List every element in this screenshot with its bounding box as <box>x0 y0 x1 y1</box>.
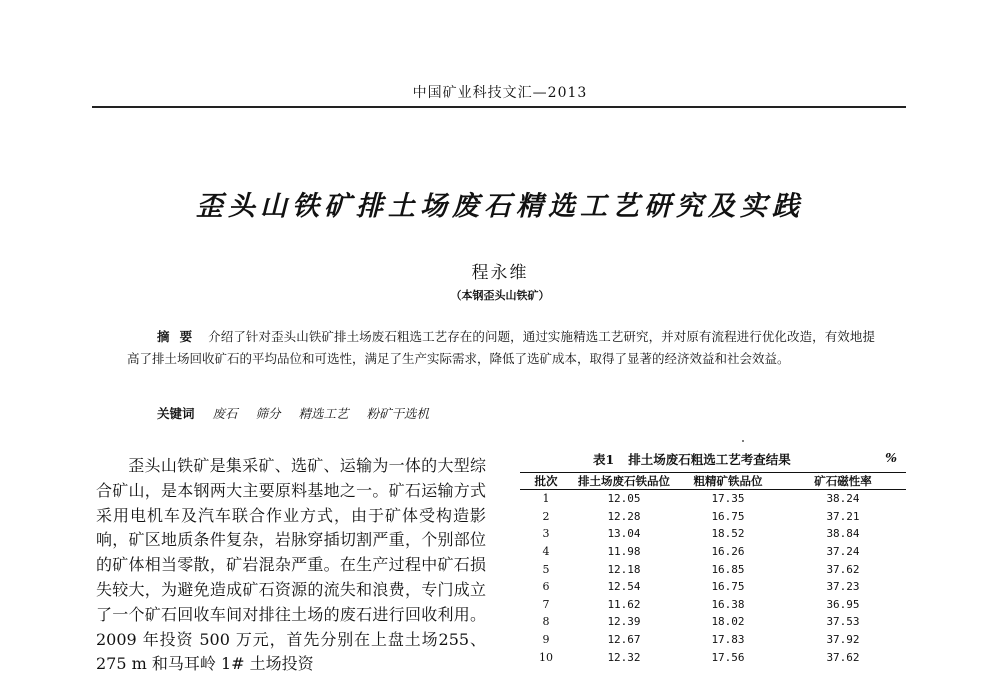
table-cell: 12.05 <box>607 492 641 506</box>
column-header: 批次 <box>534 474 558 488</box>
table-cell: 12.32 <box>607 650 641 664</box>
body-paragraph: 歪头山铁矿是集采矿、选矿、运输为一体的大型综合矿山，是本钢两大主要原料基地之一。矿石运输方式采用电机车及汽车联合作业方式，由于矿体受构造影响，矿区地质条件复杂，岩脉穿插切割严重，个别部位的矿体相当零散，矿岩混杂严重。在生产过程中矿石损失较大，为避免造成矿石资源的流失和浪费，专门成立了一个矿石回收车间对排往土场的废石进行回收利用。2009 年投资 500 万元，首先分别在上盘土场255、275 m 和马耳岭 1# 土场投资 <box>96 456 486 674</box>
table-cell: 16.38 <box>711 597 745 611</box>
table-cell: 10 <box>539 650 553 664</box>
table-title: 排土场废石粗选工艺考查结果 <box>628 452 791 467</box>
running-header: 中国矿业科技文汇—2013 <box>412 85 588 101</box>
abstract <box>127 326 875 370</box>
table-row <box>520 525 906 543</box>
table-row <box>520 648 906 666</box>
column-header: 矿石磁性率 <box>814 474 872 488</box>
table-cell: 36.95 <box>826 597 860 611</box>
table-row <box>520 543 906 561</box>
table-cell: 38.24 <box>826 492 860 506</box>
table-cell: 12.28 <box>607 509 641 523</box>
table-cell: 6 <box>542 580 550 594</box>
keyword: 粉矿干选机 <box>366 406 430 421</box>
table-body <box>520 490 906 666</box>
keyword: 精选工艺 <box>298 406 349 421</box>
table-cell: 12.18 <box>607 562 641 576</box>
table-cell: 11.62 <box>607 597 641 611</box>
table-cell: 12.39 <box>607 615 641 629</box>
column-header: 排土场废石铁品位 <box>578 474 670 488</box>
table-row <box>520 560 906 578</box>
table-cell: 17.83 <box>711 633 745 647</box>
abstract-label: 摘要 <box>157 329 203 344</box>
table-cell: 12.54 <box>607 580 641 594</box>
table-caption <box>515 450 907 468</box>
table-cell: 37.23 <box>826 580 860 594</box>
table-cell: 37.53 <box>826 615 860 629</box>
table-row <box>520 596 906 614</box>
keywords-label: 关键词 <box>157 406 195 421</box>
column-header: 粗精矿铁品位 <box>693 474 763 488</box>
author-name: 程永维 <box>471 263 529 283</box>
table-row <box>520 613 906 631</box>
table-unit: % <box>885 450 897 465</box>
table-header-row <box>520 473 906 490</box>
table-cell: 16.85 <box>711 562 745 576</box>
table-cell: 18.52 <box>711 527 745 541</box>
table-cell: 9 <box>542 633 550 647</box>
keywords <box>157 404 443 422</box>
table-cell: 17.35 <box>711 492 745 506</box>
table-cell: 37.24 <box>826 545 860 559</box>
table-cell: 18.02 <box>711 615 745 629</box>
table-cell: 3 <box>542 527 550 541</box>
table-cell: 7 <box>542 597 550 611</box>
table-cell: 2 <box>542 509 550 523</box>
table-cell: 11.98 <box>607 545 641 559</box>
table-cell: 16.26 <box>711 545 745 559</box>
table-cell: 13.04 <box>607 527 641 541</box>
table-cell: 37.62 <box>826 650 860 664</box>
table-cell: 16.75 <box>711 580 745 594</box>
keyword: 废石 <box>212 406 238 421</box>
table-row <box>520 508 906 526</box>
abstract-text: 介绍了针对歪头山铁矿排土场废石粗选工艺存在的问题，通过实施精选工艺研究，并对原有流程进行优化改造，有效地提高了排土场回收矿石的平均品位和可选性，满足了生产实际需求，降低了选矿成本，取得了显著的经济效益和社会效益。 <box>127 329 875 366</box>
table-cell: 12.67 <box>607 633 641 647</box>
table-row <box>520 490 906 508</box>
table-cell: 4 <box>542 545 550 559</box>
table-cell: 16.75 <box>711 509 745 523</box>
article-title: 歪头山铁矿排土场废石精选工艺研究及实践 <box>196 191 804 222</box>
table-cell: 8 <box>542 615 550 629</box>
table-cell: 5 <box>542 562 550 576</box>
body-text <box>96 454 486 677</box>
table-cell: 38.84 <box>826 527 860 541</box>
table-row <box>520 631 906 649</box>
table-row <box>520 578 906 596</box>
table-cell: 17.56 <box>711 650 745 664</box>
stray-mark <box>742 440 744 442</box>
table-cell: 37.62 <box>826 562 860 576</box>
keyword: 筛分 <box>255 406 281 421</box>
author-affiliation: （本钢歪头山铁矿） <box>450 289 550 302</box>
data-table <box>520 472 906 666</box>
table-cell: 37.21 <box>826 509 860 523</box>
table-cell: 37.92 <box>826 633 860 647</box>
table-number: 表1 <box>593 452 615 467</box>
table-cell: 1 <box>542 492 550 506</box>
header-rule <box>92 106 906 108</box>
